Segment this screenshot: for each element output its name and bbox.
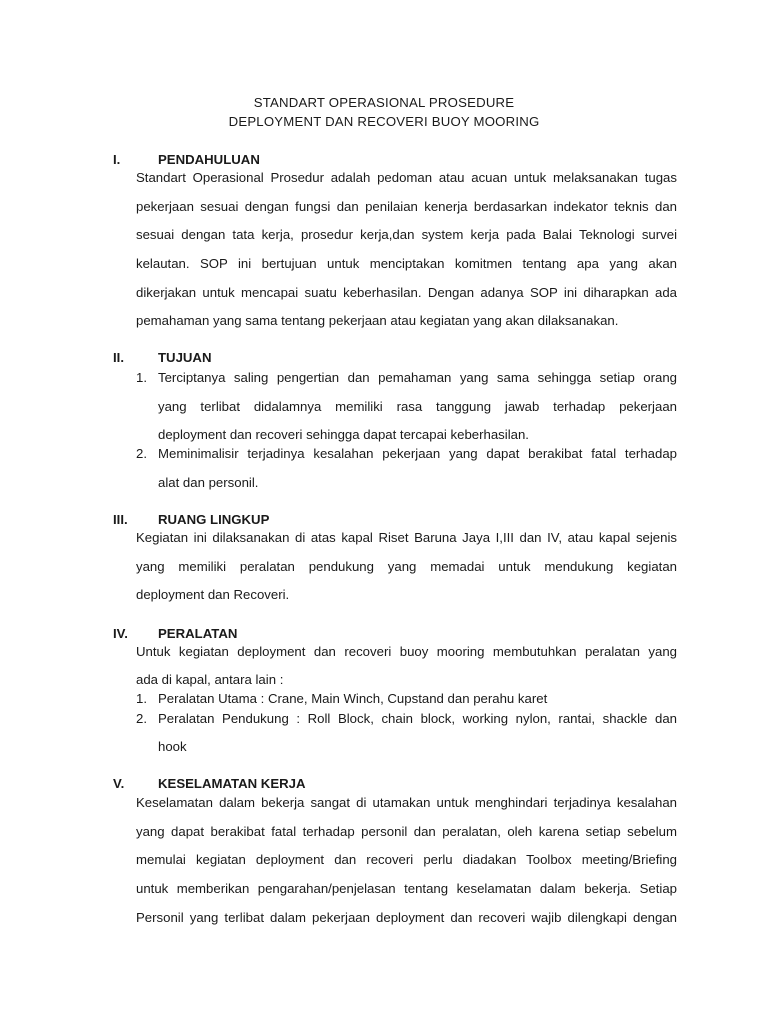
section-5-paragraph — [136, 795, 677, 938]
paragraph-line: Personil yang terlibat dalam pekerjaan deployment dan recoveri wajib dilengkapi dengan — [136, 909, 677, 925]
list-item — [136, 711, 677, 759]
list-item-line: Terciptanya saling pengertian dan pemahaman yang sama sehingga setiap orang — [158, 370, 677, 385]
paragraph-line: Keselamatan dalam bekerja sangat di utamakan untuk menghindari terjadinya kesalahan — [136, 795, 677, 810]
list-item — [136, 370, 677, 446]
section-2-list — [136, 370, 677, 495]
paragraph-line: Untuk kegiatan deployment dan recoveri buoy mooring membutuhkan peralatan yang — [136, 644, 677, 659]
document-title-line-1: STANDART OPERASIONAL PROSEDURE — [253, 95, 515, 110]
list-item-line: deployment dan recoveri sehingga dapat tercapai keberhasilan. — [158, 427, 529, 443]
paragraph-line: Kegiatan ini dilaksanakan di atas kapal Riset Baruna Jaya I,III dan IV, atau kapal sejenis — [136, 530, 677, 545]
list-item-line: Peralatan Pendukung : Roll Block, chain block, working nylon, rantai, shackle dan — [158, 711, 677, 726]
paragraph-line: kelautan. SOP ini bertujuan untuk menciptakan komitmen tentang apa yang akan — [136, 256, 677, 272]
section-2-heading: TUJUAN — [158, 350, 212, 365]
section-2-number: II. — [113, 350, 124, 365]
list-item-number: 1. — [136, 370, 147, 385]
list-item — [136, 446, 677, 495]
section-1-paragraph — [136, 170, 677, 342]
document-title-line-2: DEPLOYMENT DAN RECOVERI BUOY MOORING — [228, 114, 540, 129]
section-4-heading: PERALATAN — [158, 626, 238, 641]
list-item-line: alat dan personil. — [158, 475, 259, 491]
paragraph-line: sesuai dengan tata kerja, prosedur kerja,dan system kerja pada Balai Teknologi survei — [136, 227, 677, 243]
list-item-line: yang terlibat didalamnya memiliki rasa tanggung jawab terhadap pekerjaan — [158, 398, 677, 414]
paragraph-line: yang dapat berakibat fatal terhadap personil dan peralatan, oleh karena setiap sebelum — [136, 823, 677, 839]
section-4-paragraph — [136, 644, 677, 692]
section-3-heading: RUANG LINGKUP — [158, 512, 270, 527]
list-item-line: Peralatan Utama : Crane, Main Winch, Cupstand dan perahu karet — [158, 691, 548, 706]
paragraph-line: dikerjakan untuk mencapai suatu keberhasilan. Dengan adanya SOP ini diharapkan ada — [136, 284, 677, 300]
list-item-number: 2. — [136, 446, 147, 462]
paragraph-line: pemahaman yang sama tentang pekerjaan atau kegiatan yang akan dilaksanakan. — [136, 313, 619, 329]
paragraph-line: pekerjaan sesuai dengan fungsi dan penilaian kenerja berdasarkan indekator teknis dan — [136, 198, 677, 214]
section-3-paragraph — [136, 530, 677, 616]
list-item — [136, 691, 677, 711]
section-3-number: III. — [113, 512, 128, 527]
section-5-number: V. — [113, 776, 125, 791]
paragraph-line: Standart Operasional Prosedur adalah pedoman atau acuan untuk melaksanakan tugas — [136, 170, 677, 185]
paragraph-line: yang memiliki peralatan pendukung yang memadai untuk mendukung kegiatan — [136, 558, 677, 574]
section-1-heading: PENDAHULUAN — [158, 152, 260, 167]
section-5-heading: KESELAMATAN KERJA — [158, 776, 306, 791]
section-1-number: I. — [113, 152, 121, 167]
paragraph-line: untuk memberikan pengarahan/penjelasan tentang keselamatan dalam bekerja. Setiap — [136, 881, 677, 897]
paragraph-line: deployment dan Recoveri. — [136, 587, 290, 603]
list-item-number: 1. — [136, 691, 147, 706]
list-item-number: 2. — [136, 711, 147, 726]
section-4-list — [136, 691, 677, 759]
list-item-line: hook — [158, 739, 187, 754]
section-4-number: IV. — [113, 626, 128, 641]
list-item-line: Meminimalisir terjadinya kesalahan pekerjaan yang dapat berakibat fatal terhadap — [158, 446, 677, 462]
paragraph-line: ada di kapal, antara lain : — [136, 672, 284, 687]
paragraph-line: memulai kegiatan deployment dan recoveri perlu diadakan Toolbox meeting/Briefing — [136, 852, 677, 868]
